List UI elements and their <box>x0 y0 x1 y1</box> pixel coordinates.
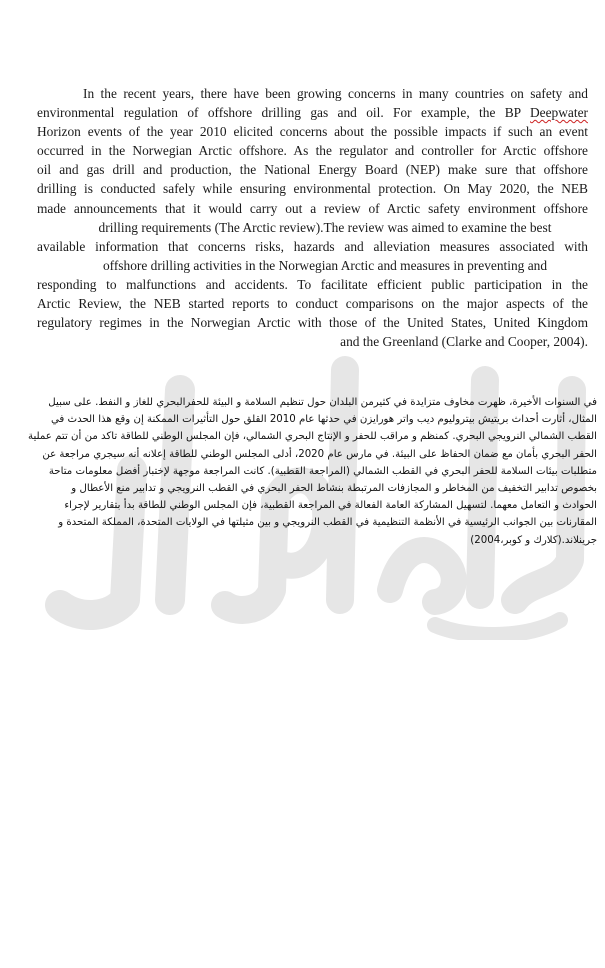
english-line-12: Arctic Review, the NEB started reports to conduct comparisons on the major aspects of the <box>37 296 588 312</box>
arabic-line-5: متطلبات بيئات السلامة للحفر البحري في القطب الشمالي (المراجعة القطبية). كانت المراجعة موجهة لإختبار أفضل معلومات متاحة <box>48 465 597 477</box>
english-line-14: and the Greenland (Clarke and Cooper, 2004). <box>340 334 588 350</box>
english-line-2-text: environmental regulation of offshore drilling gas and oil. For example, the BP <box>37 105 521 121</box>
english-line-3: Horizon events of the year 2010 elicited concerns about the possible impacts if such an event <box>37 124 588 140</box>
arabic-line-4: الحفر البحري بأمان مع ضمان الحفاظ على البيئة. في مارس عام 2020، أدلى المجلس الوطني للطاقة إعلانه أنه سيجري مراجعة عن <box>42 448 597 460</box>
english-line-8: drilling requirements (The Arctic review).The review was aimed to examine the best <box>98 219 552 235</box>
arabic-line-6: بخصوص تدابير التخفيف من المخاطر و المجازفات المرتبطة بنشاط الحفر البحري في القطب النرويجي و تدابير منع الأعطال و <box>71 483 597 495</box>
spellcheck-flagged-word: Deepwater <box>530 105 588 121</box>
english-line-7: made announcements that it would carry out a review of Arctic safety environment offshore <box>37 200 588 216</box>
english-line-2 <box>37 103 588 122</box>
english-paragraph <box>37 84 588 351</box>
english-line-5: oil and gas drill and production, the National Energy Board (NEP) make sure that offshore <box>37 162 588 178</box>
english-line-4: occurred in the Norwegian Arctic offshore. As the regulator and controller for Arctic offshore <box>37 143 588 159</box>
arabic-line-3: القطب الشمالي النرويجي البحري. كمنظم و مراقب للحفر و الإنتاج البحري الشمالي، فإن المجلس الوطني للطاقة تاكد من أن تتم عملية <box>28 431 597 443</box>
arabic-line-7: الحوادث و التعامل معهما. لتسهيل المشاركة العامة الفعالة في المراجعة القطبية، فإن المجلس الوطني للطاقة بدأ بتقارير لإجراء <box>64 500 597 512</box>
english-line-10: offshore drilling activities in the Norwegian Arctic and measures in preventing and <box>102 257 548 273</box>
arabic-line-1: في السنوات الأخيرة، ظهرت مخاوف متزايدة في كثيرمن البلدان حول تنظيم السلامة و البيئة للحفرالبحري للغاز و النفط. على سبيل <box>48 397 597 408</box>
english-line-11: responding to malfunctions and accidents. To facilitate efficient public participation in the <box>37 276 588 292</box>
arabic-line-2: المثال، أثارت أحداث بريتيش بيتروليوم ديب واتر هورايزن في حدثها عام 2010 القلق حول التأثيرات الممكنة إن وقع هذا الحدث في <box>50 414 597 426</box>
english-line-1: In the recent years, there have been growing concerns in many countries on safety and <box>83 86 588 101</box>
english-line-6: drilling is conducted safely while ensuring environmental protection. On May 2020, the NEB <box>37 181 588 197</box>
arabic-line-8: المقارنات بين الجوانب الرئيسية في الأنظمة التنظيمية في القطب النرويجي و بين مثيلتها في الولايات المتحدة، المملكة المتحدة و <box>58 517 597 529</box>
arabic-line-9: جرينلاند.(كلارك و كوبر،2004) <box>470 534 597 546</box>
arabic-paragraph <box>30 394 597 549</box>
english-line-9: available information that concerns risks, hazards and alleviation measures associated with <box>37 238 588 254</box>
english-line-13: regulatory regimes in the Norwegian Arctic with those of the United States, United Kingdom <box>37 315 588 331</box>
